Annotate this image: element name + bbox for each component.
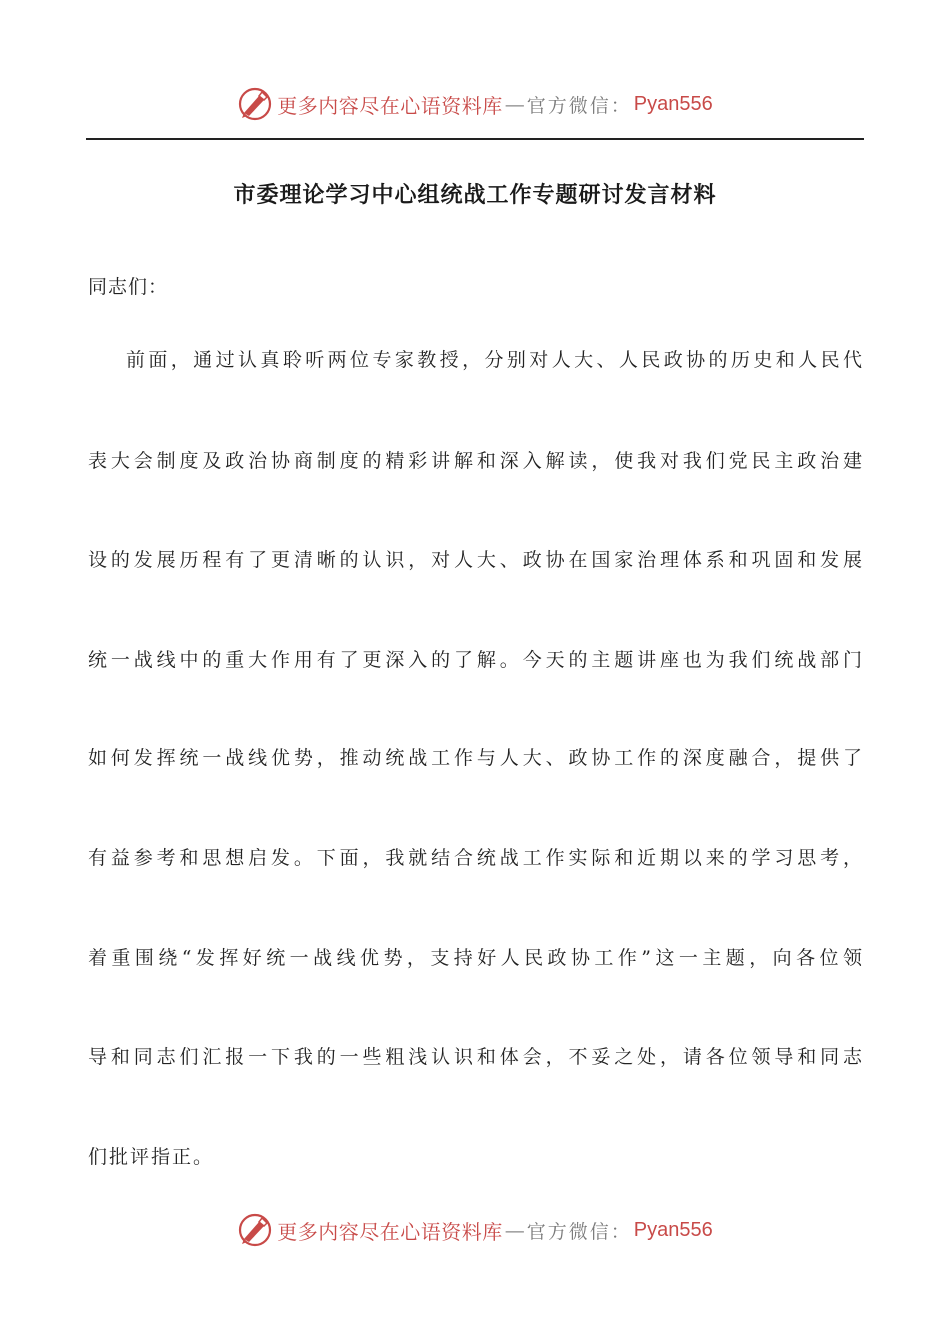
banner-brand-text: 更多内容尽在心语资料库 bbox=[277, 93, 503, 118]
paragraph-line: 表大会制度及政治协商制度的精彩讲解和深入解读，使我对我们党民主政治建 bbox=[88, 450, 862, 472]
paragraph-line: 如何发挥统一战线优势，推动统战工作与人大、政协工作的深度融合，提供了 bbox=[88, 747, 862, 769]
banner-wechat-label: 官方微信： bbox=[526, 94, 632, 117]
footer-banner bbox=[0, 1210, 950, 1250]
banner-dash: — bbox=[504, 92, 525, 116]
pen-logo-icon bbox=[237, 86, 273, 122]
paragraph-line: 着重围绕“发挥好统一战线优势，支持好人民政协工作”这一主题，向各位领 bbox=[88, 947, 862, 969]
header-divider bbox=[86, 138, 864, 140]
banner-wechat-id: Pyan556 bbox=[633, 92, 713, 115]
paragraph-line: 前面，通过认真聆听两位专家教授，分别对人大、人民政协的历史和人民代 bbox=[126, 349, 862, 371]
paragraph-line: 们批评指正。 bbox=[88, 1146, 215, 1168]
banner-wechat-label: 官方微信： bbox=[526, 1220, 632, 1243]
pen-logo-icon bbox=[237, 1212, 273, 1248]
paragraph-line: 有益参考和思想启发。下面，我就结合统战工作实际和近期以来的学习思考， bbox=[88, 847, 862, 869]
banner-brand-text: 更多内容尽在心语资料库 bbox=[277, 1219, 503, 1244]
document-title: 市委理论学习中心组统战工作专题研讨发言材料 bbox=[233, 183, 717, 208]
paragraph-line: 设的发展历程有了更清晰的认识，对人大、政协在国家治理体系和巩固和发展 bbox=[88, 549, 862, 571]
paragraph-line: 导和同志们汇报一下我的一些粗浅认识和体会，不妥之处，请各位领导和同志 bbox=[88, 1046, 862, 1068]
banner-wechat-id: Pyan556 bbox=[633, 1218, 713, 1241]
header-banner bbox=[0, 84, 950, 124]
paragraph-line: 统一战线中的重大作用有了更深入的了解。今天的主题讲座也为我们统战部门 bbox=[88, 649, 862, 671]
banner-dash: — bbox=[504, 1218, 525, 1242]
greeting: 同志们： bbox=[88, 276, 169, 298]
